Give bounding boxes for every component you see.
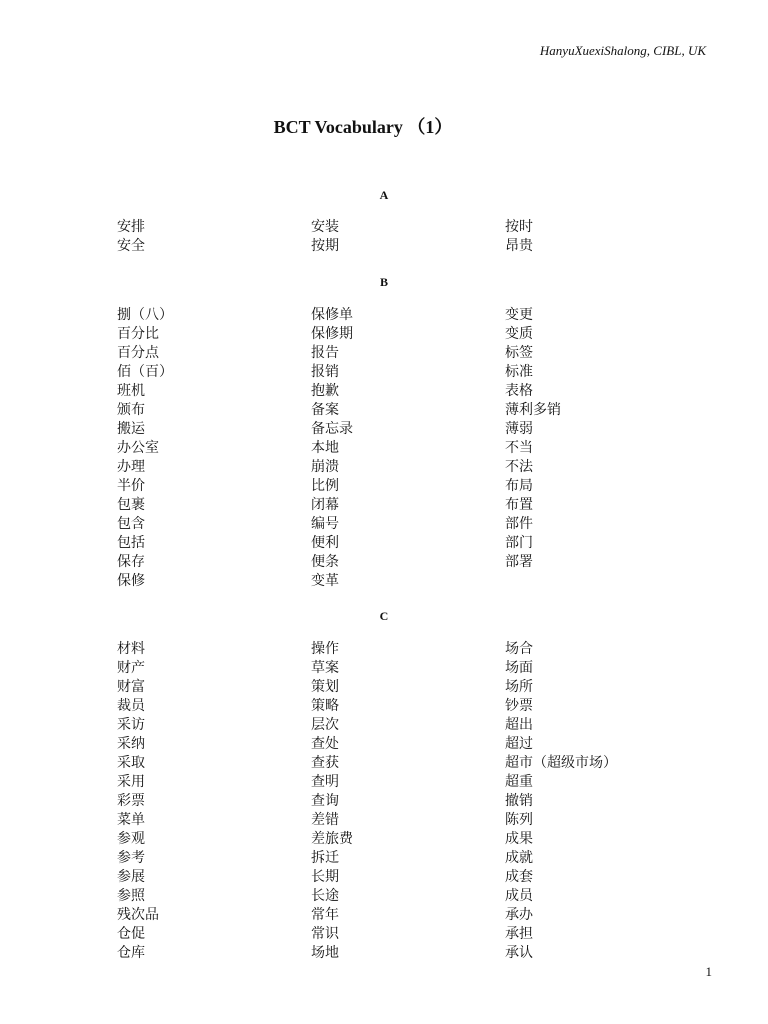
vocabulary-word: 钞票 [505, 698, 533, 714]
vocabulary-row [117, 944, 717, 963]
vocabulary-word: 承担 [505, 926, 533, 942]
vocabulary-row [117, 735, 717, 754]
vocabulary-word: 表格 [505, 383, 533, 399]
vocabulary-word: 变更 [505, 307, 533, 323]
vocabulary-word: 安排 [117, 219, 145, 235]
vocabulary-word: 采访 [117, 717, 145, 733]
vocabulary-row [117, 439, 717, 458]
section-letter: B [379, 275, 388, 289]
vocabulary-word: 成果 [505, 831, 533, 847]
section-letter: A [379, 188, 389, 202]
vocabulary-word: 百分点 [117, 345, 159, 361]
vocabulary-word: 比例 [311, 478, 339, 494]
vocabulary-word: 承认 [505, 945, 533, 961]
vocabulary-row [117, 496, 717, 515]
vocabulary-row [117, 906, 717, 925]
vocabulary-row [117, 754, 717, 773]
vocabulary-word: 抱歉 [311, 383, 339, 399]
vocabulary-word: 承办 [505, 907, 533, 923]
vocabulary-word: 变质 [505, 326, 533, 342]
vocabulary-word: 查处 [311, 736, 339, 752]
vocabulary-word: 撤销 [505, 793, 533, 809]
vocabulary-row [117, 868, 717, 887]
vocabulary-word: 拆迁 [311, 850, 339, 866]
vocabulary-word: 差错 [311, 812, 339, 828]
vocabulary-word: 差旅费 [311, 831, 353, 847]
vocabulary-word: 策划 [311, 679, 339, 695]
vocabulary-row [117, 697, 717, 716]
vocabulary-word: 草案 [311, 660, 339, 676]
vocabulary-word: 按期 [311, 238, 339, 254]
vocabulary-word: 彩票 [117, 793, 145, 809]
vocabulary-grid [117, 640, 717, 963]
vocabulary-word: 陈列 [505, 812, 533, 828]
section-b [0, 273, 768, 589]
document-title: BCT Vocabulary （1） [273, 117, 453, 137]
vocabulary-word: 颁布 [117, 402, 145, 418]
vocabulary-word: 成员 [505, 888, 533, 904]
vocabulary-word: 超过 [505, 736, 533, 752]
vocabulary-word: 采用 [117, 774, 145, 790]
vocabulary-word: 仓库 [117, 945, 145, 961]
vocabulary-row [117, 678, 717, 697]
vocabulary-word: 操作 [311, 641, 339, 657]
vocabulary-word: 参观 [117, 831, 145, 847]
vocabulary-row [117, 325, 717, 344]
page-number: 1 [705, 964, 712, 979]
vocabulary-word: 查明 [311, 774, 339, 790]
vocabulary-row [117, 830, 717, 849]
vocabulary-word: 场面 [505, 660, 533, 676]
vocabulary-word: 捌（八） [117, 307, 173, 323]
vocabulary-word: 备案 [311, 402, 339, 418]
vocabulary-word: 层次 [311, 717, 339, 733]
vocabulary-row [117, 477, 717, 496]
vocabulary-word: 报销 [311, 364, 339, 380]
vocabulary-word: 长期 [311, 869, 339, 885]
vocabulary-word: 安全 [117, 238, 145, 254]
vocabulary-word: 场合 [505, 641, 533, 657]
vocabulary-word: 查询 [311, 793, 339, 809]
vocabulary-row [117, 659, 717, 678]
vocabulary-word: 搬运 [117, 421, 145, 437]
vocabulary-word: 办理 [117, 459, 145, 475]
vocabulary-word: 残次品 [117, 907, 159, 923]
vocabulary-word: 查获 [311, 755, 339, 771]
vocabulary-word: 超重 [505, 774, 533, 790]
section-letter: C [379, 609, 389, 623]
vocabulary-word: 不当 [505, 440, 533, 456]
vocabulary-word: 参照 [117, 888, 145, 904]
vocabulary-word: 参展 [117, 869, 145, 885]
vocabulary-word: 按时 [505, 219, 533, 235]
vocabulary-word: 菜单 [117, 812, 145, 828]
section-a [0, 186, 768, 254]
vocabulary-row [117, 363, 717, 382]
vocabulary-word: 超出 [505, 717, 533, 733]
vocabulary-word: 便条 [311, 554, 339, 570]
vocabulary-row [117, 849, 717, 868]
vocabulary-word: 包含 [117, 516, 145, 532]
vocabulary-row [117, 925, 717, 944]
vocabulary-word: 材料 [117, 641, 145, 657]
vocabulary-word: 薄弱 [505, 421, 533, 437]
vocabulary-word: 编号 [311, 516, 339, 532]
vocabulary-word: 本地 [311, 440, 339, 456]
vocabulary-word: 长途 [311, 888, 339, 904]
vocabulary-word: 成套 [505, 869, 533, 885]
vocabulary-word: 班机 [117, 383, 145, 399]
vocabulary-word: 常年 [311, 907, 339, 923]
vocabulary-word: 财产 [117, 660, 145, 676]
vocabulary-word: 不法 [505, 459, 533, 475]
vocabulary-row [117, 420, 717, 439]
vocabulary-word: 布置 [505, 497, 533, 513]
vocabulary-word: 超市（超级市场） [505, 755, 617, 771]
vocabulary-row [117, 237, 717, 256]
vocabulary-word: 场地 [311, 945, 339, 961]
vocabulary-row [117, 382, 717, 401]
vocabulary-word: 裁员 [117, 698, 145, 714]
vocabulary-word: 部门 [505, 535, 533, 551]
section-c [0, 607, 768, 961]
vocabulary-row [117, 640, 717, 659]
vocabulary-word: 保存 [117, 554, 145, 570]
vocabulary-row [117, 553, 717, 572]
vocabulary-word: 昂贵 [505, 238, 533, 254]
vocabulary-row [117, 401, 717, 420]
vocabulary-word: 仓促 [117, 926, 145, 942]
vocabulary-word: 财富 [117, 679, 145, 695]
vocabulary-row [117, 515, 717, 534]
vocabulary-word: 策略 [311, 698, 339, 714]
vocabulary-row [117, 572, 717, 591]
vocabulary-grid [117, 218, 717, 256]
vocabulary-word: 半价 [117, 478, 145, 494]
vocabulary-word: 办公室 [117, 440, 159, 456]
vocabulary-word: 闭幕 [311, 497, 339, 513]
vocabulary-word: 标签 [505, 345, 533, 361]
vocabulary-word: 常识 [311, 926, 339, 942]
vocabulary-word: 保修期 [311, 326, 353, 342]
vocabulary-word: 保修 [117, 573, 145, 589]
vocabulary-word: 成就 [505, 850, 533, 866]
vocabulary-row [117, 534, 717, 553]
vocabulary-word: 安装 [311, 219, 339, 235]
vocabulary-grid [117, 306, 717, 591]
document-source-header: HanyuXuexiShalong, CIBL, UK [539, 43, 706, 58]
vocabulary-word: 备忘录 [311, 421, 353, 437]
vocabulary-word: 便利 [311, 535, 339, 551]
vocabulary-row [117, 792, 717, 811]
vocabulary-row [117, 306, 717, 325]
vocabulary-word: 保修单 [311, 307, 353, 323]
vocabulary-word: 参考 [117, 850, 145, 866]
vocabulary-word: 佰（百） [117, 364, 173, 380]
vocabulary-word: 采纳 [117, 736, 145, 752]
vocabulary-word: 崩溃 [311, 459, 339, 475]
vocabulary-word: 包裹 [117, 497, 145, 513]
vocabulary-word: 场所 [505, 679, 533, 695]
vocabulary-row [117, 716, 717, 735]
vocabulary-row [117, 344, 717, 363]
vocabulary-row [117, 811, 717, 830]
vocabulary-row [117, 458, 717, 477]
vocabulary-word: 布局 [505, 478, 533, 494]
vocabulary-word: 标准 [505, 364, 533, 380]
vocabulary-word: 包括 [117, 535, 145, 551]
vocabulary-word: 报告 [311, 345, 339, 361]
vocabulary-word: 采取 [117, 755, 145, 771]
vocabulary-word: 部署 [505, 554, 533, 570]
vocabulary-row [117, 773, 717, 792]
vocabulary-word: 部件 [505, 516, 533, 532]
vocabulary-row [117, 218, 717, 237]
vocabulary-row [117, 887, 717, 906]
vocabulary-word: 薄利多销 [505, 402, 561, 418]
vocabulary-word: 百分比 [117, 326, 159, 342]
vocabulary-word: 变革 [311, 573, 339, 589]
